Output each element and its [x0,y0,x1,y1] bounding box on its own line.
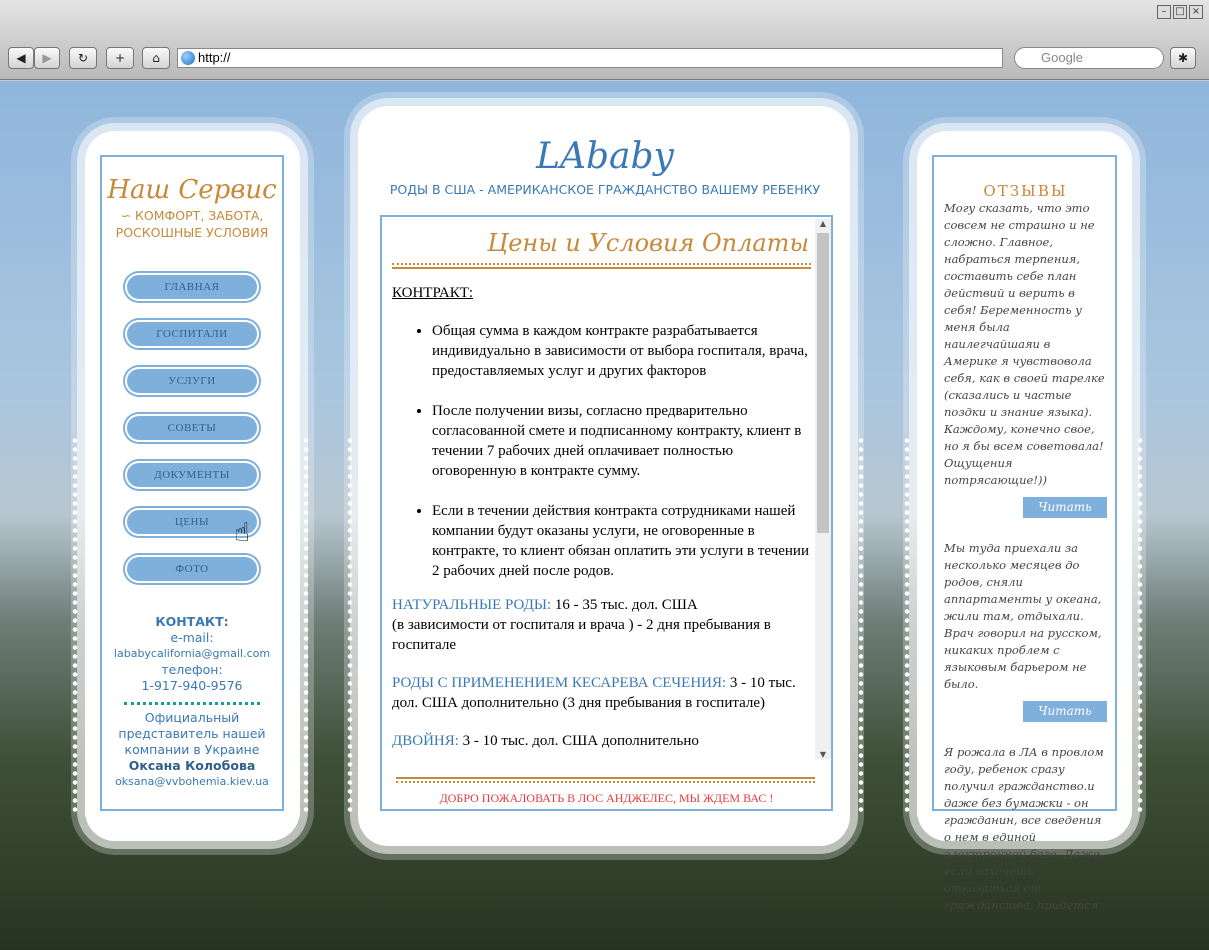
review-text: Мы туда приехали за несколько месяцев до родов, сняли аппартаменты у океана, жили там, отдыхали. Врач говорил на русском, никаких проблем с языковым барьером не было. [944,541,1102,691]
contact-label: КОНТАКТ: [155,614,229,629]
back-button[interactable]: ◀ [8,47,34,69]
close-button[interactable]: × [1189,5,1203,19]
nav-documents[interactable]: ДОКУМЕНТЫ [125,461,259,489]
contact-block [102,614,282,790]
rep-name: Оксана Колобова [128,758,256,773]
welcome-footer: ДОБРО ПОЖАЛОВАТЬ В ЛОС АНДЖЕЛЕС, МЫ ЖДЕМ ВАС ! [439,791,774,805]
pearl-decoration [303,436,309,816]
scrollbar-thumb[interactable] [817,233,829,533]
services-subtitle: ∽ КОМФОРТ, ЗАБОТА, РОСКОШНЫЕ УСЛОВИЯ [115,208,269,240]
services-title: Наш Сервис [107,175,277,205]
window-controls [1157,5,1203,19]
tagline: РОДЫ В США - АМЕРИКАНСКОЕ ГРАЖДАНСТВО ВАШЕМУ РЕБЕНКУ [389,182,821,197]
pearl-decoration [858,436,864,816]
read-more-button[interactable]: Читать дальше [1023,701,1107,722]
flourish-icon: ∽ [120,208,136,223]
email-label: e-mail: [170,630,214,645]
url-text: http:// [198,50,231,65]
content-panel [380,215,833,811]
list-item: • Если в течении действия контракта сотрудниками нашей компании будут оказаны услуги, не оговоренные в контракте, то клиент обязан оплатить эти услуги в течении 2 рабочих дней после родов. [432,501,812,581]
price-cesarean: РОДЫ С ПРИМЕНЕНИЕМ КЕСАРЕВА СЕЧЕНИЯ: 3 - 10 тыс. дол. США дополнительно (3 дня пребывания в госпитале) [392,675,796,711]
nav-home[interactable]: ГЛАВНАЯ [125,273,259,301]
review-text: Я рожала в ЛА в провлом году, ребенок сразу получил гражданство.и даже без бумажки - он гражданин, все сведения о нем в единой электронной базе. Даже если захочешь отказаться от гражданства, придется [944,745,1104,912]
pearl-decoration [347,436,353,816]
rep-text: Официальный представитель нашей компании в Украине [118,710,266,757]
search-input[interactable] [1014,47,1164,69]
hand-cursor-icon: ☝ [234,518,250,548]
scrollbar[interactable]: ▲ ▼ [815,219,831,759]
read-more-button[interactable]: Читать дальше [1023,497,1107,518]
reviews-panel [932,155,1117,912]
list-item: • После получении визы, согласно предварительно согласованной смете и подписанному контракту, клиент в течении 7 рабочих дней оплачивает полностью оговоренную в контракте сумму. [432,401,812,481]
maximize-button[interactable]: □ [1173,5,1187,19]
rep-email[interactable]: oksana@vvbohemia.kiev.ua [115,775,269,788]
pearl-decoration [72,436,78,816]
address-bar[interactable] [177,48,1003,68]
heading-rule [392,263,811,269]
add-bookmark-button[interactable]: + [106,47,134,69]
bug-icon[interactable]: ✱ [1170,47,1196,69]
browser-toolbar [0,0,1209,80]
minimize-button[interactable]: – [1157,5,1171,19]
reload-button[interactable]: ↻ [69,47,97,69]
contract-list [392,321,812,581]
list-item: • Общая сумма в каждом контракте разрабатывается индивидуально в зависимости от выбора госпиталя, врача, предоставляемых услуг и других факторов [432,321,812,381]
footer-rule [396,777,815,783]
home-button[interactable]: ⌂ [142,47,170,69]
price-twins: ДВОЙНЯ: 3 - 10 тыс. дол. США дополнительно [392,733,699,749]
review-text: Могу сказать, что это совсем не страшно и не сложно. Главное, набраться терпения, составить себе план действий и верить в себя! Беременность у меня была наилегчайшаяи в Америке я чувствовола себя, как в своей тарелке (сказались и частые поздки и знание языка). Каждому, конечно свое, но я бы всем советовала! Ощущения потрясающие!)) [944,201,1105,487]
nav-advice[interactable]: СОВЕТЫ [125,414,259,442]
section-heading: Цены и Условия Оплаты [487,229,809,257]
logo: LAbaby [536,136,674,177]
nav-services[interactable]: УСЛУГИ [125,367,259,395]
forward-button[interactable]: ▶ [34,47,60,69]
email-link[interactable]: lababycalifornia@gmail.com [113,647,271,660]
pearl-decoration [1137,436,1143,816]
pearl-decoration [904,436,910,816]
globe-icon [181,51,195,65]
search-placeholder: Google [1041,50,1083,65]
phone-number: 1-917-940-9576 [141,678,243,693]
divider [124,702,260,705]
phone-label: телефон: [161,662,223,677]
contract-label: КОНТРАКТ: [392,285,474,301]
nav-photo[interactable]: ФОТО [125,555,259,583]
nav-hospitals[interactable]: ГОСПИТАЛИ [125,320,259,348]
price-natural: НАТУРАЛЬНЫЕ РОДЫ: 16 - 35 тыс. дол. США (в зависимости от госпиталя и врача ) - 2 дня пребывания в госпитале [392,597,771,653]
page [0,81,1209,950]
reviews-title: ОТЗЫВЫ [983,182,1068,200]
content-scroll [392,283,812,759]
nav-prices[interactable]: ЦЕНЫ [125,508,259,536]
